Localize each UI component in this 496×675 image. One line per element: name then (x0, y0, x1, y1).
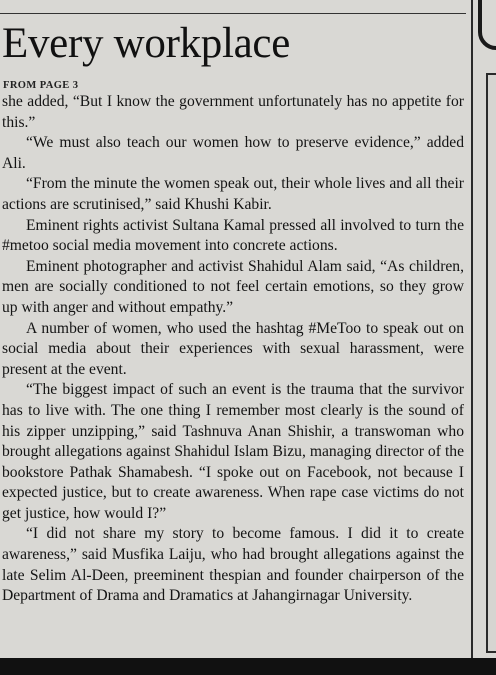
paragraph: Eminent rights activist Sultana Kamal pressed all involved to turn the #metoo social media movement into concrete actions. (2, 216, 464, 255)
jump-line: FROM PAGE 3 (3, 80, 79, 91)
paragraph: “From the minute the women speak out, their whole lives and all their actions are scrutinised,” said Khushi Kabir. (2, 175, 464, 213)
top-rule (0, 13, 466, 14)
adjacent-column-box (486, 73, 496, 653)
paragraph: “The biggest impact of such an event is the trauma that the survivor has to live with. The one thing I remember most clearly is the sound of his zipper unzipping,” said Tashnuva Anan Shishir, a transwoman who brought allegations against Shahidul Islam Bizu, managing director of the bookstore Pathak Shamabesh. “I spoke out on Facebook, not because I expected justice, but to create awareness. When rape case victims do not get justice, how would I?” (2, 381, 464, 522)
bottom-edge (0, 658, 496, 675)
paragraph: A number of women, who used the hashtag #MeToo to speak out on social media about their experiences with sexual harassment, were present at the event. (2, 319, 464, 378)
adjacent-column-fragment (478, 0, 496, 50)
paragraph: “I did not share my story to become famous. I did it to create awareness,” said Musfika Laiju, who had brought allegations against the late Selim Al-Deen, preeminent thespian and founder chairperson of the Department of Drama and Dramatics at Jahangirnagar University. (2, 525, 464, 605)
paragraph: she added, “But I know the government unfortunately has no appetite for this.” (2, 93, 464, 131)
column-rule (471, 0, 473, 662)
paragraph: “We must also teach our women how to preserve evidence,” added Ali. (2, 134, 464, 172)
article-body (2, 92, 464, 607)
article-headline: Every workplace (2, 20, 290, 67)
paragraph: Eminent photographer and activist Shahidul Alam said, “As children, men are socially conditioned to not feel certain emotions, so they grow up with anger and without empathy.” (2, 257, 464, 316)
